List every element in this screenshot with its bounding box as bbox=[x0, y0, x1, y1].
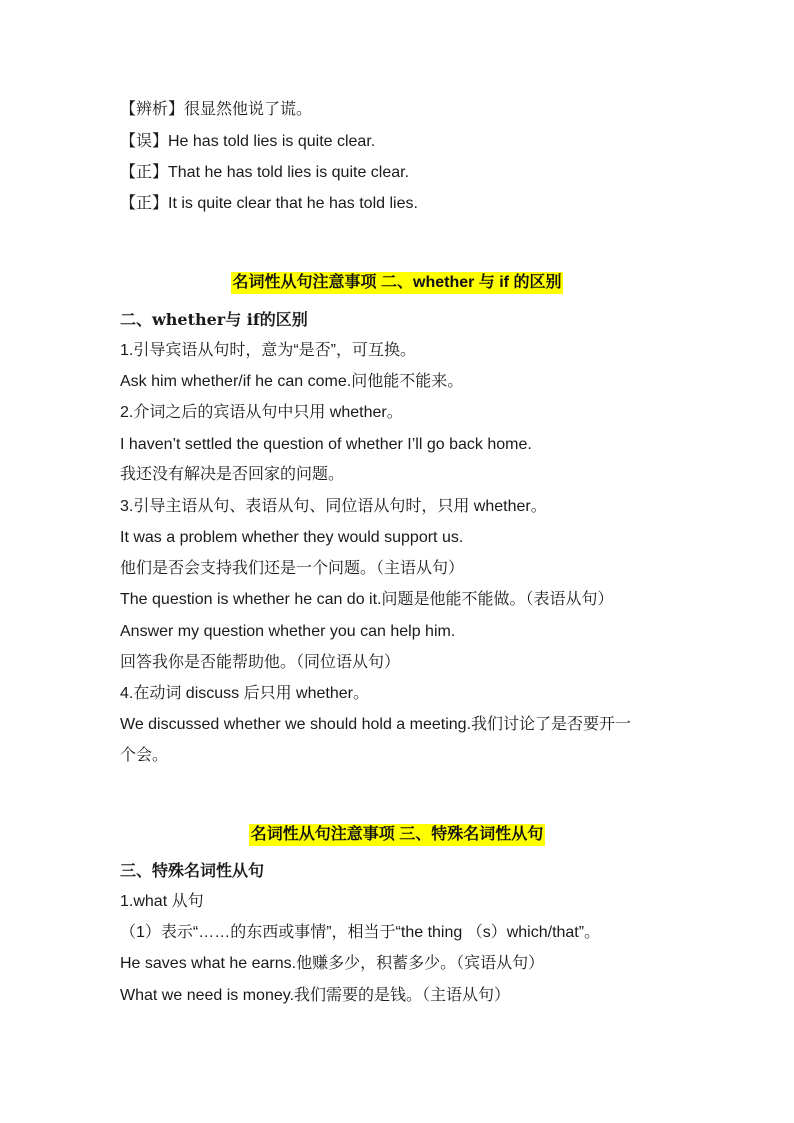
section-2-heading: 名词性从句注意事项 二、whether 与 if 的区别 bbox=[231, 272, 564, 294]
rule-2: 2.介词之后的宾语从句中只用 whether。 bbox=[120, 404, 403, 421]
section-2-heading-wrap bbox=[0, 272, 794, 294]
example-3c-en: Answer my question whether you can help him. bbox=[120, 623, 456, 640]
example-4-continued: 个会。 bbox=[120, 747, 169, 764]
example-3c-zh: 回答我你是否能帮助他。（同位语从句） bbox=[120, 654, 401, 671]
example-2-en: I haven’t settled the question of whether I’ll go back home. bbox=[120, 436, 532, 453]
section-2-subheading: 二、whether与 if的区别 bbox=[120, 310, 308, 329]
rule-3: 3.引导主语从句、表语从句、同位语从句时，只用 whether。 bbox=[120, 498, 547, 515]
correct-example-line-1: 【正】That he has told lies is quite clear. bbox=[120, 164, 410, 181]
wrong-example-line: 【误】He has told lies is quite clear. bbox=[120, 133, 376, 150]
example-4: We discussed whether we should hold a meeting.我们讨论了是否要开一 bbox=[120, 716, 632, 733]
section-3-subheading: 三、特殊名词性从句 bbox=[120, 861, 265, 880]
what-example-1: He saves what he earns.他赚多少，积蓄多少。（宾语从句） bbox=[120, 955, 545, 972]
example-3b: The question is whether he can do it.问题是他能不能做。（表语从句） bbox=[120, 591, 614, 608]
example-2-zh: 我还没有解决是否回家的问题。 bbox=[120, 466, 345, 483]
what-clause-title: 1.what 从句 bbox=[120, 893, 204, 910]
rule-1: 1.引导宾语从句时，意为“是否”，可互换。 bbox=[120, 342, 417, 359]
rule-4: 4.在动词 discuss 后只用 whether。 bbox=[120, 685, 369, 702]
section-3-heading: 名词性从句注意事项 三、特殊名词性从句 bbox=[249, 824, 545, 846]
example-3a-en: It was a problem whether they would support us. bbox=[120, 529, 464, 546]
section-3-heading-wrap bbox=[0, 824, 794, 846]
what-clause-meaning: （1）表示“……的东西或事情”，相当于“the thing （s）which/that”。 bbox=[120, 924, 601, 941]
analysis-line: 【辨析】很显然他说了谎。 bbox=[120, 101, 313, 118]
example-1: Ask him whether/if he can come.问他能不能来。 bbox=[120, 373, 464, 390]
what-example-2: What we need is money.我们需要的是钱。（主语从句） bbox=[120, 987, 511, 1004]
correct-example-line-2: 【正】It is quite clear that he has told lies. bbox=[120, 195, 418, 212]
example-3a-zh: 他们是否会支持我们还是一个问题。（主语从句） bbox=[120, 560, 465, 577]
